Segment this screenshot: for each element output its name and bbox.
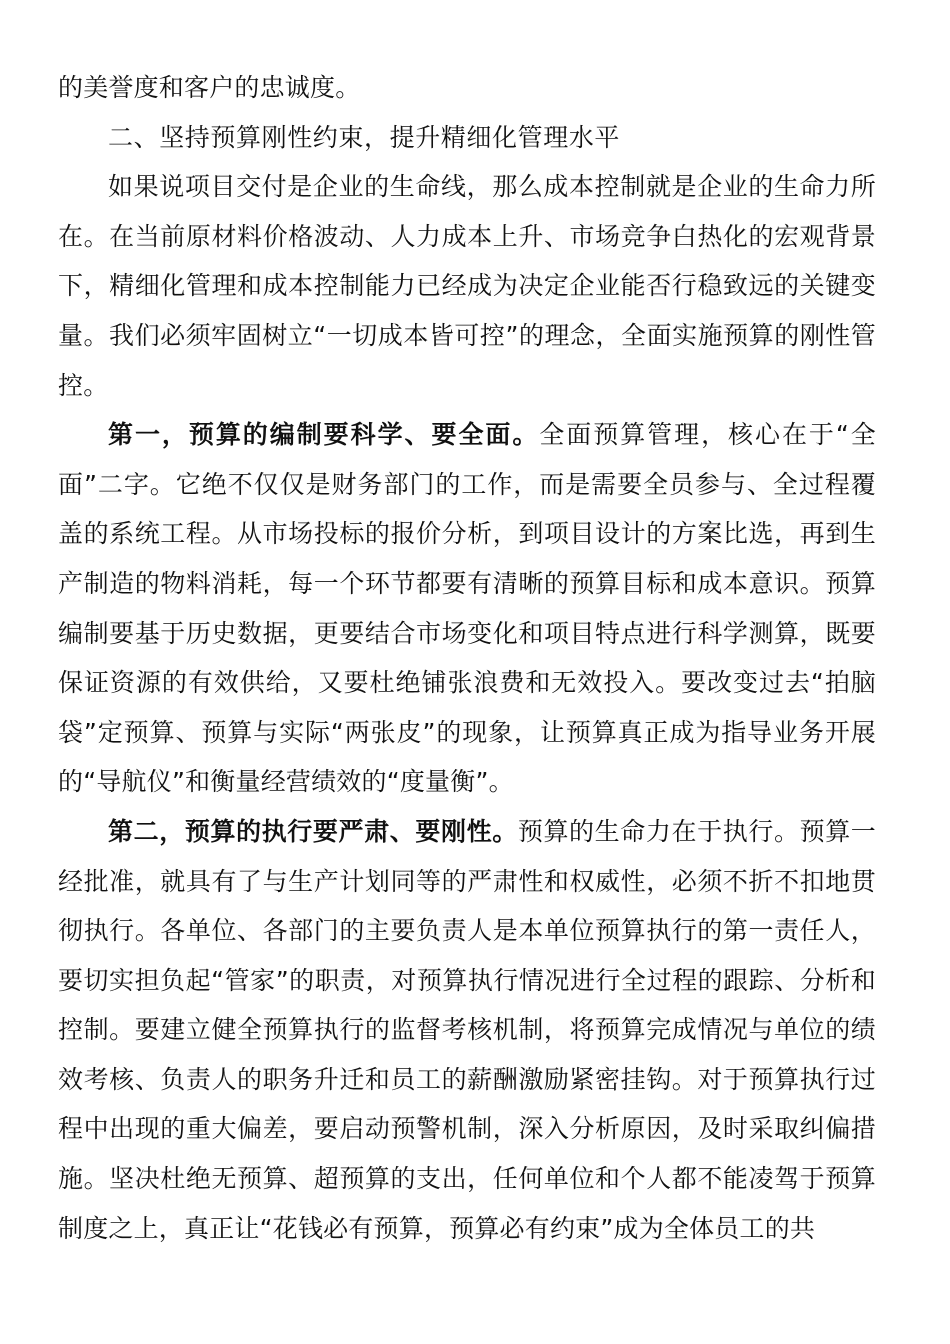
paragraph-continuation: 的美誉度和客户的忠诚度。	[58, 73, 361, 102]
document-page	[58, 63, 876, 1253]
paragraph-intro: 如果说项目交付是企业的生命线，那么成本控制就是企业的生命力所在。在当前原材料价格波动、人力成本上升、市场竞争白热化的宏观背景下，精细化管理和成本控制能力已经成为决定企业能否行稳致远的关键变量。我们必须牢固树立“一切成本皆可控”的理念，全面实施预算的刚性管控。	[58, 172, 876, 400]
paragraph-budget-execution	[58, 807, 876, 1253]
paragraph-lead-first: 第一，预算的编制要科学、要全面。	[108, 420, 540, 450]
section-heading: 二、坚持预算刚性约束，提升精细化管理水平	[108, 122, 621, 152]
paragraph-body-second: 预算的生命力在于执行。预算一经批准，就具有了与生产计划同等的严肃性和权威性，必须不折不扣地贯彻执行。各单位、各部门的主要负责人是本单位预算执行的第一责任人，要切实担负起“管家”的职责，对预算执行情况进行全过程的跟踪、分析和控制。要建立健全预算执行的监督考核机制，将预算完成情况与单位的绩效考核、负责人的职务升迁和员工的薪酬激励紧密挂钩。对于预算执行过程中出现的重大偏差，要启动预警机制，深入分析原因，及时采取纠偏措施。坚决杜绝无预算、超预算的支出，任何单位和个人都不能凌驾于预算制度之上，真正让“花钱必有预算，预算必有约束”成为全体员工的共	[58, 816, 877, 1243]
paragraph-lead-second: 第二，预算的执行要严肃、要刚性。	[108, 816, 518, 846]
paragraph-budget-preparation	[58, 410, 876, 807]
paragraph-body-first: 全面预算管理，核心在于“全面”二字。它绝不仅仅是财务部门的工作，而是需要全员参与、全过程覆盖的系统工程。从市场投标的报价分析，到项目设计的方案比选，再到生产制造的物料消耗，每一个环节都要有清晰的预算目标和成本意识。预算编制要基于历史数据，更要结合市场变化和项目特点进行科学测算，既要保证资源的有效供给，又要杜绝铺张浪费和无效投入。要改变过去“拍脑袋”定预算、预算与实际“两张皮”的现象，让预算真正成为指导业务开展的“导航仪”和衡量经营绩效的“度量衡”。	[58, 420, 876, 797]
